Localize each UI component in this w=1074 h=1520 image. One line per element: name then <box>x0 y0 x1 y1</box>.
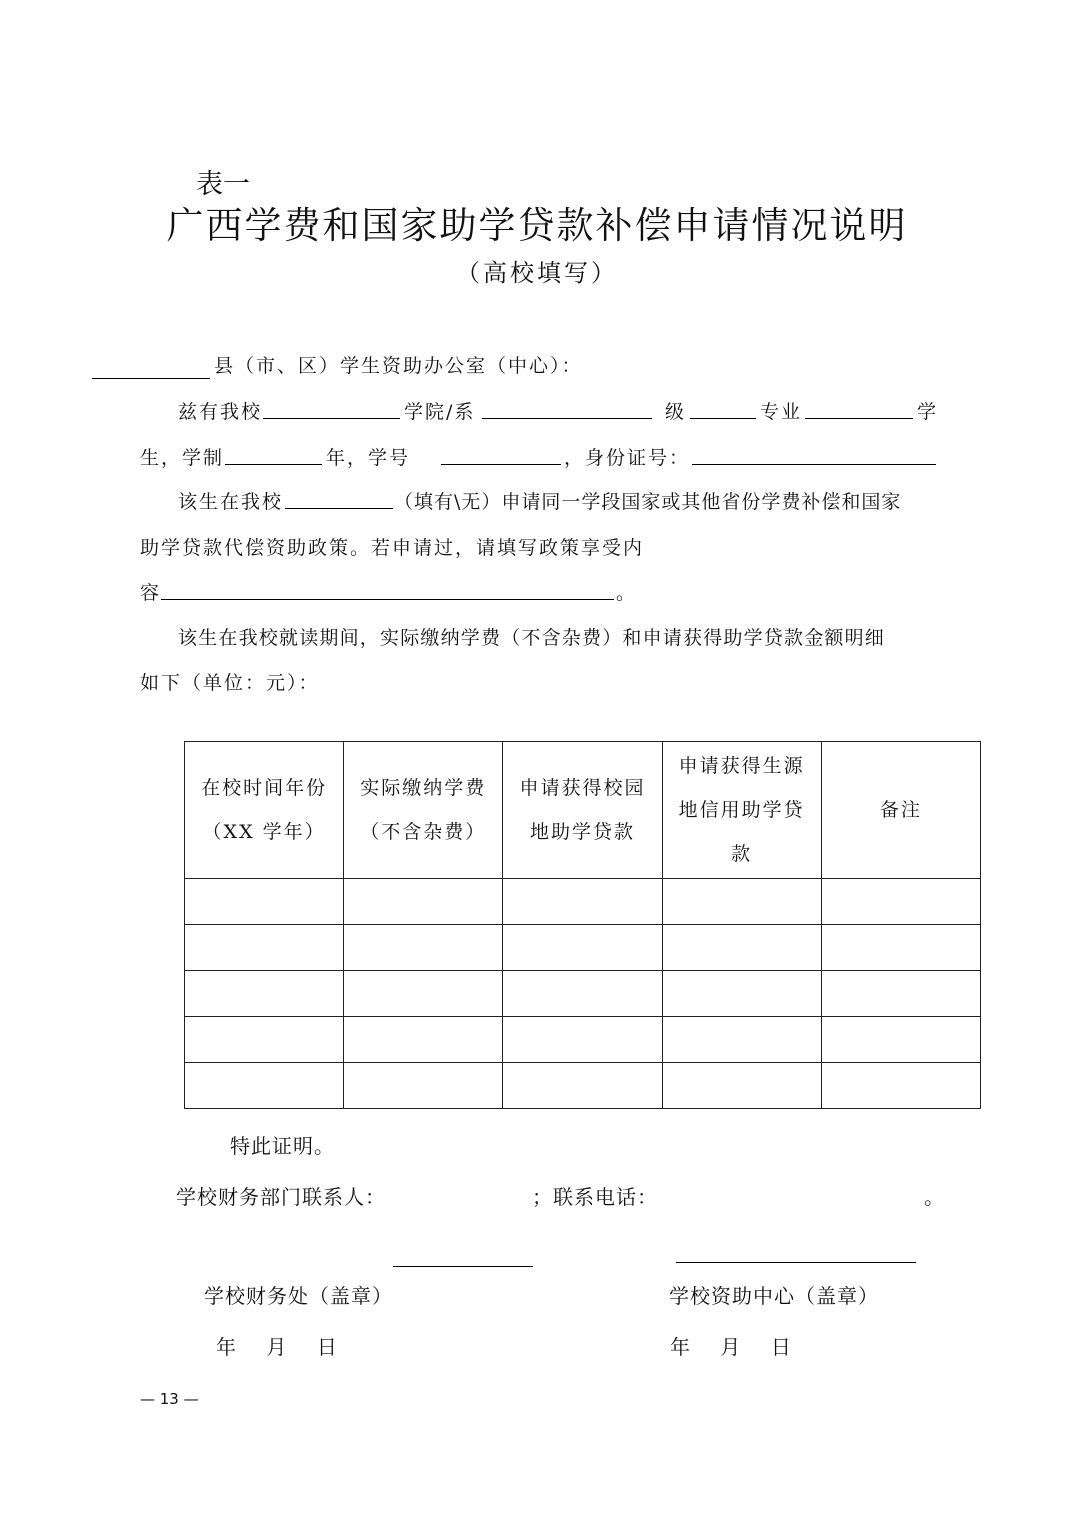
policy-content-blank[interactable] <box>161 599 614 600</box>
form-tag: 表一 <box>196 169 250 200</box>
payment-table <box>184 741 981 1109</box>
aid-stamp-label: 学校资助中心（盖章） <box>669 1284 879 1308</box>
table-cell[interactable] <box>821 971 980 1017</box>
p1-end: 学 <box>917 401 939 423</box>
col-header-campus-loan: 申请获得校园地助学贷款 <box>503 742 662 879</box>
table-cell[interactable] <box>185 1017 344 1063</box>
county-blank[interactable] <box>92 378 210 379</box>
table-cell[interactable] <box>185 879 344 925</box>
table-row <box>185 971 981 1017</box>
p2-duration-label: 生，学制 <box>140 447 225 469</box>
p5-label: 容 <box>140 582 162 604</box>
p2-student-id-label: 年，学号 <box>326 447 411 469</box>
page-number: — 13 — <box>140 1390 199 1408</box>
date-right: 年 月 日 <box>670 1335 792 1359</box>
col-header-tuition: 实际缴纳学费（不含杂费） <box>344 742 503 879</box>
table-cell[interactable] <box>344 879 503 925</box>
table-cell[interactable] <box>821 925 980 971</box>
date-left: 年 月 日 <box>216 1335 338 1359</box>
page-title: 广西学费和国家助学贷款补偿申请情况说明 <box>166 204 908 247</box>
table-header-row <box>185 742 981 879</box>
table-cell[interactable] <box>662 879 821 925</box>
p1-college-label: 学院/系 <box>404 401 476 423</box>
certify-text: 特此证明。 <box>230 1134 335 1158</box>
col-header-origin-loan: 申请获得生源地信用助学贷款 <box>662 742 821 879</box>
p1-grade-label: 级 <box>665 401 687 423</box>
school-blank[interactable] <box>263 418 400 419</box>
table-cell[interactable] <box>503 971 662 1017</box>
p1-school-label: 兹有我校 <box>178 401 263 423</box>
table-row <box>185 1017 981 1063</box>
table-cell[interactable] <box>662 1017 821 1063</box>
table-cell[interactable] <box>821 1063 980 1109</box>
table-cell[interactable] <box>662 925 821 971</box>
finance-stamp-label: 学校财务处（盖章） <box>204 1284 393 1308</box>
table-cell[interactable] <box>821 879 980 925</box>
table-cell[interactable] <box>344 925 503 971</box>
contact-period: 。 <box>924 1185 945 1209</box>
duration-blank[interactable] <box>225 464 322 465</box>
table-cell[interactable] <box>185 971 344 1017</box>
table-row <box>185 879 981 925</box>
table-cell[interactable] <box>344 971 503 1017</box>
p3-label: 该生在我校 <box>178 491 284 513</box>
applied-blank[interactable] <box>285 508 393 509</box>
major-blank[interactable] <box>805 418 913 419</box>
id-card-blank[interactable] <box>692 464 936 465</box>
table-cell[interactable] <box>503 1063 662 1109</box>
grade-blank[interactable] <box>690 418 756 419</box>
table-cell[interactable] <box>662 971 821 1017</box>
table-cell[interactable] <box>185 1063 344 1109</box>
student-id-blank[interactable] <box>441 464 561 465</box>
table-cell[interactable] <box>503 1017 662 1063</box>
p3-text: （填有\无）申请同一学段国家或其他省份学费补偿和国家 <box>394 491 902 513</box>
p7-text: 如下（单位：元）： <box>140 672 320 694</box>
p2-id-card-label: ，身份证号： <box>564 447 691 469</box>
aid-signature-line[interactable] <box>676 1262 916 1263</box>
page-subtitle: （高校填写） <box>456 259 618 287</box>
p6-text: 该生在我校就读期间，实际缴纳学费（不含杂费）和申请获得助学贷款金额明细 <box>178 627 886 649</box>
p5-period: 。 <box>616 582 638 604</box>
table-cell[interactable] <box>503 925 662 971</box>
table-cell[interactable] <box>344 1063 503 1109</box>
phone-label: ；联系电话： <box>532 1185 658 1209</box>
finance-signature-line[interactable] <box>393 1266 533 1267</box>
col-header-remarks: 备注 <box>821 742 980 879</box>
col-header-year: 在校时间年份（XX 学年） <box>185 742 344 879</box>
table-cell[interactable] <box>662 1063 821 1109</box>
addressee: 县（市、区）学生资助办公室（中心）： <box>214 355 583 377</box>
table-cell[interactable] <box>185 925 344 971</box>
table-row <box>185 1063 981 1109</box>
table-cell[interactable] <box>821 1017 980 1063</box>
table-cell[interactable] <box>344 1017 503 1063</box>
table-row <box>185 925 981 971</box>
p1-major-label: 专业 <box>760 401 803 423</box>
contact-label: 学校财务部门联系人： <box>176 1185 386 1209</box>
college-blank[interactable] <box>482 418 652 419</box>
table-cell[interactable] <box>503 879 662 925</box>
p4-text: 助学贷款代偿资助政策。若申请过，请填写政策享受内 <box>140 537 645 559</box>
